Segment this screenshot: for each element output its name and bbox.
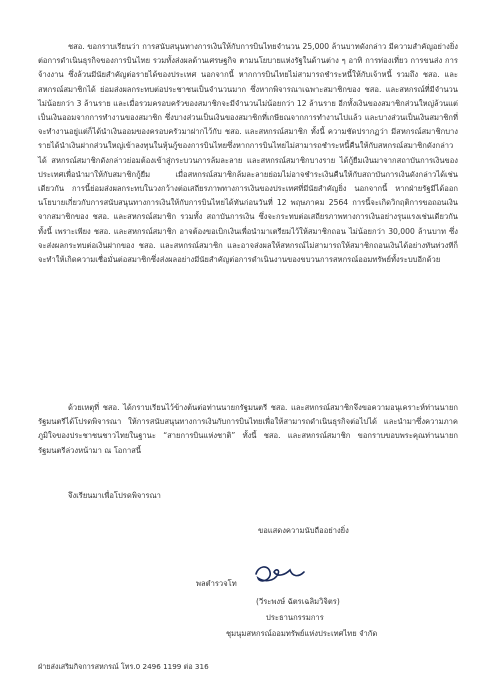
footer-contact: ฝ่ายส่งเสริมกิจการสหกรณ์ โทร.0 2496 1199 ต่อ 316 [38,662,209,671]
signer-rank: พลตำรวจโท [196,579,237,588]
handwritten-signature [250,560,308,588]
signer-organization: ชุมนุมสหกรณ์ออมทรัพย์แห่งประเทศไทย จำกัด [226,629,378,638]
signer-position: ประธานกรรมการ [266,613,324,622]
body-paragraph-2: ด้วยเหตุที่ ชสอ. ได้กราบเรียนไว้ข้างต้นต่อท่านนายกรัฐมนตรี ชสอ. และสหกรณ์สมาชิกจึงขอความอนุเคราะห์ท่านนายกรัฐมนตรีได้โปรดพิจารณา ให้การสนับสนุนทางการเงินกับการบินไทยเพื่อให้สามารถดำเนินธุรกิจต่อไปได้ และนำมาซึ่งความภาคภูมิใจของประชาชนชาวไทยในฐานะ “สายการบินแห่งชาติ” ทั้งนี้ ชสอ. และสหกรณ์สมาชิก ขอกราบขอบพระคุณท่านนายกรัฐมนตรีล่วงหน้ามา ณ โอกาสนี้ [38,403,458,455]
closing-salutation: ขอแสดงความนับถืออย่างยิ่ง [258,526,349,535]
signer-name: (วีระพงษ์ ฉัตรเฉลิมวิจิตร) [256,597,340,606]
body-paragraph-1: ชสอ. ขอกราบเรียนว่า การสนับสนุนทางการเงินให้กับการบินไทยจำนวน 25,000 ล้านบาทดังกล่าว มีความสำคัญอย่างยิ่งต่อการดำเนินธุรกิจของการบินไทย รวมทั้งส่งผลด้านเศรษฐกิจ ตามนโยบายแห่งรัฐในด้านต่าง ๆ อาทิ การท่องเที่ยว การขนส่ง การจ้างงาน ซึ่งล้วนมีนัยสำคัญต่อรายได้ของประเทศ นอกจากนี้ หากการบินไทยไม่สามารถชำระหนี้ให้กับเจ้าหนี้ รวมถึง ชสอ. และสหกรณ์สมาชิกได้ ย่อมส่งผลกระทบต่อประชาชนเป็นจำนวนมาก ซึ่งหากพิจารณาเฉพาะสมาชิกของ ชสอ. และสหกรณ์ที่มีจำนวนไม่น้อยกว่า 3 ล้านราย และเมื่อรวมครอบครัวของสมาชิกจะมีจำนวนไม่น้อยกว่า 12 ล้านราย อีกทั้งเงินของสมาชิกส่วนใหญ่ล้วนแต่เป็นเงินออมจากการทำงานของสมาชิก ซึ่งบางส่วนเป็นเงินของสมาชิกที่เกษียณจากการทำงานไปแล้ว และบางส่วนเป็นเงินสมาชิกที่จะทำงานอยู่แต่ก็ได้นำเงินออมของครอบครัวมาฝากไว้กับ ชสอ. และสหกรณ์สมาชิก ทั้งนี้ ความชัดปรากฏว่า มีสหกรณ์สมาชิกบางรายได้นำเงินฝากส่วนใหญ่เข้าลงทุนในหุ้นกู้ของการบินไทยซึ่งหากการบินไทยไม่สามารถชำระหนี้คืนให้กับสหกรณ์สมาชิกดังกล่าวได้ สหกรณ์สมาชิกดังกล่าวย่อมต้องเข้าสู่กระบวนการล้มละลาย และสหกรณ์สมาชิกบางราย ได้กู้ยืมเงินมาจากสถาบันการเงินของประเทศเพื่อนำมาให้กับสมาชิกกู้ยืม เมื่อสหกรณ์สมาชิกล้มละลายย่อมไม่อาจชำระเงินคืนให้กับสถาบันการเงินดังกล่าวได้เช่นเดียวกัน การนี้ย่อมส่งผลกระทบในวงกว้างต่อเสถียรภาพทางการเงินของประเทศที่มีนัยสำคัญยิ่ง นอกจากนี้ หากฝ่ายรัฐมีได้ออกนโยบายเกี่ยวกับการสนับสนุนทางการเงินให้กับการบินไทยได้ทันก่อนวันที่ 12 พฤษภาคม 2564 การนี้จะเกิดวิกฤติการขอถอนเงินจากสมาชิกของ ชสอ. และสหกรณ์สมาชิก รวมทั้ง สถาบันการเงิน ซึ่งจะกระทบต่อเสถียรภาพทางการเงินอย่างรุนแรงเช่นเดียวกัน ทั้งนี้ เพราะเพียง ชสอ. และสหกรณ์สมาชิก อาจต้องขอเบิกเงินเพื่อนำมาเตรียมไว้ให้สมาชิกถอน ไม่น้อยกว่า 30,000 ล้านบาท ซึ่งจะส่งผลกระทบต่อเงินฝากของ ชสอ. และสหกรณ์สมาชิก และอาจส่งผลให้สหกรณ์ไม่สามารถให้สมาชิกถอนเงินได้อย่างทันท่วงทีก็จะทำให้เกิดความเชื่อมั่นต่อสมาชิกซึ่งส่งผลอย่างมีนัยสำคัญต่อการดำเนินงานของขบวนการสหกรณ์ออมทรัพย์ทั้งระบบอีกด้วย [38,42,458,265]
body-paragraph-3: จึงเรียนมาเพื่อโปรดพิจารณา [68,491,161,500]
